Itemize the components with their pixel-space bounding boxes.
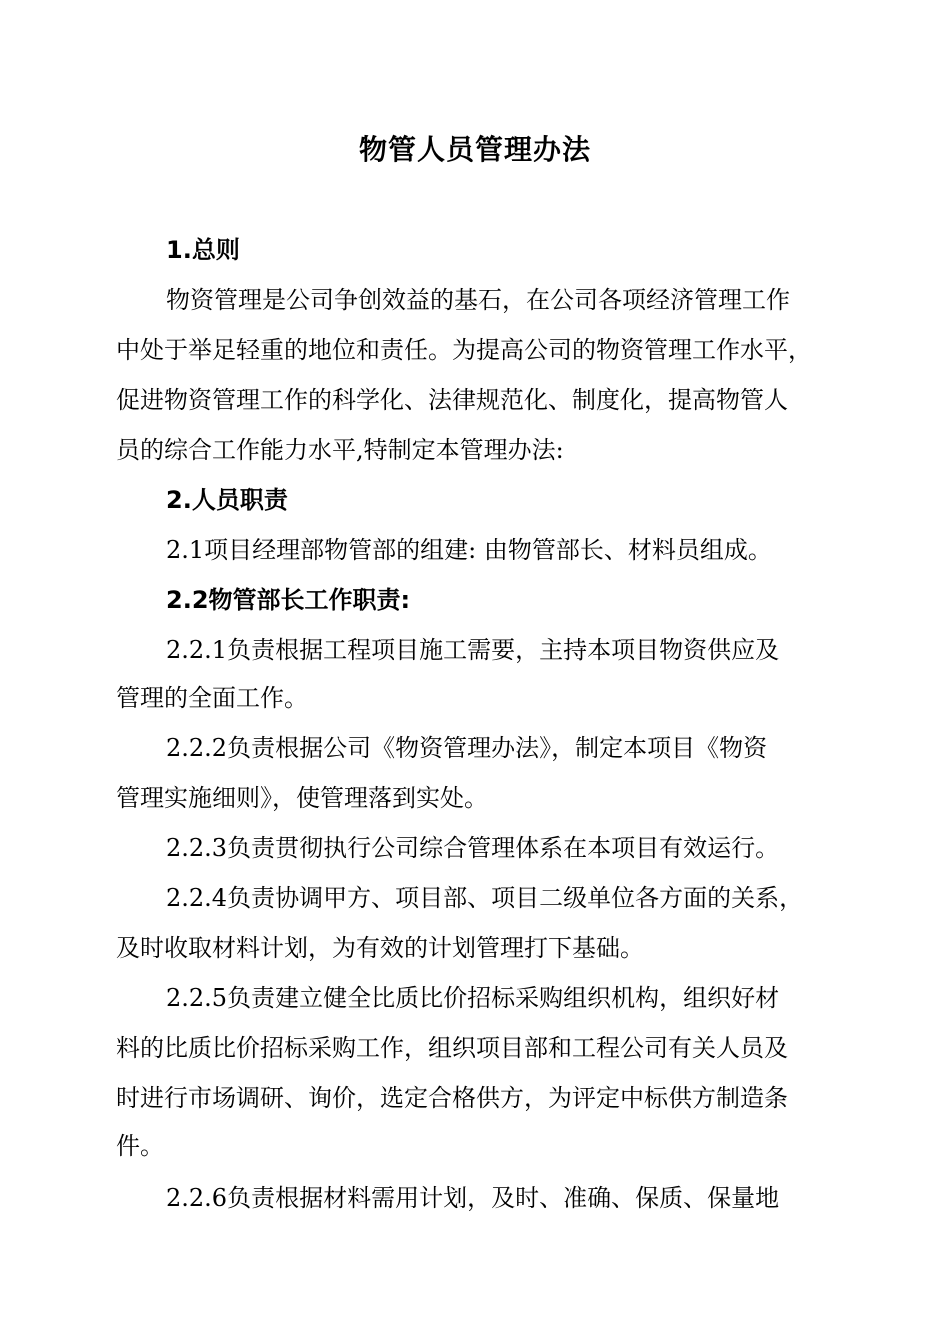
section-heading-duties: 2.人员职责 (166, 486, 288, 514)
paragraph-line: 时进行市场调研、询价，选定合格供方，为评定中标供方制造条 (116, 1084, 788, 1112)
paragraph-line: 管理实施细则》，使管理落到实处。 (116, 784, 488, 812)
paragraph-line: 2.2.6负责根据材料需用计划，及时、准确、保质、保量地 (166, 1184, 780, 1212)
paragraph-line: 2.2.4负责协调甲方、项目部、项目二级单位各方面的关系， (166, 884, 804, 912)
section-heading-general: 1.总则 (166, 236, 240, 264)
paragraph-line: 及时收取材料计划，为有效的计划管理打下基础。 (116, 934, 644, 962)
paragraph-line: 件。 (116, 1132, 164, 1160)
paragraph-line: 2.2.1负责根据工程项目施工需要，主持本项目物资供应及 (166, 636, 780, 664)
paragraph-line: 中处于举足轻重的地位和责任。为提高公司的物资管理工作水平， (116, 336, 812, 364)
paragraph-line: 物资管理是公司争创效益的基石，在公司各项经济管理工作 (166, 286, 790, 314)
document-title: 物管人员管理办法 (358, 133, 591, 166)
paragraph-line: 员的综合工作能力水平,特制定本管理办法: (116, 436, 564, 464)
paragraph-line: 料的比质比价招标采购工作，组织项目部和工程公司有关人员及 (116, 1034, 788, 1062)
paragraph-line: 2.2.2负责根据公司《物资管理办法》，制定本项目《物资 (166, 734, 768, 762)
paragraph-line: 管理的全面工作。 (116, 684, 308, 712)
subsection-heading: 2.2物管部长工作职责: (166, 586, 411, 614)
paragraph-line: 2.1项目经理部物管部的组建: 由物管部长、材料员组成。 (166, 536, 772, 564)
paragraph-line: 2.2.3负责贯彻执行公司综合管理体系在本项目有效运行。 (166, 834, 780, 862)
paragraph-line: 促进物资管理工作的科学化、法律规范化、制度化，提高物管人 (116, 386, 788, 414)
paragraph-line: 2.2.5负责建立健全比质比价招标采购组织机构，组织好材 (166, 984, 780, 1012)
